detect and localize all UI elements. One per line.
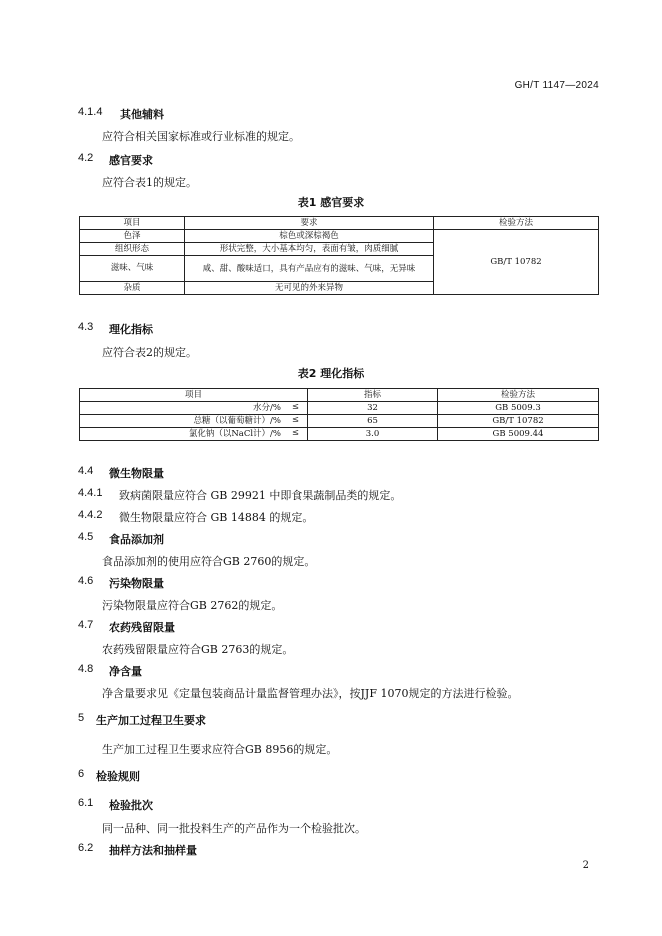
less-equal-sign: ≤ xyxy=(291,428,299,438)
section-number: 6.2 xyxy=(78,842,94,854)
section-title: 生产加工过程卫生要求 xyxy=(96,714,206,727)
section-title: 净含量 xyxy=(109,665,142,678)
less-equal-sign: ≤ xyxy=(291,402,299,412)
table-cell: 形状完整，大小基本均匀，表面有皱，肉质细腻 xyxy=(185,243,434,256)
section-number: 4.8 xyxy=(78,663,94,675)
table-cell: 咸、甜、酸味适口，具有产品应有的滋味、气味，无异味 xyxy=(185,256,434,282)
section-title: 食品添加剂 xyxy=(109,533,164,546)
table-cell: GB/T 10782 xyxy=(434,230,599,295)
section-number: 4.3 xyxy=(78,321,94,333)
table-cell: 32 xyxy=(308,402,438,415)
section-number: 4.1.4 xyxy=(78,106,103,118)
physicochemical-table xyxy=(79,388,599,441)
table-cell xyxy=(80,428,308,441)
section-number: 4.4 xyxy=(78,465,94,477)
table-header-row xyxy=(80,389,599,402)
section-title: 微生物限量 xyxy=(109,467,164,480)
paragraph: 食品添加剂的使用应符合GB 2760的规定。 xyxy=(102,555,316,568)
section-number: 4.4.1 xyxy=(78,487,103,499)
table-row xyxy=(80,415,599,428)
table-header-row xyxy=(80,217,599,230)
paragraph: 农药残留限量应符合GB 2763的规定。 xyxy=(102,643,294,656)
section-number: 5 xyxy=(78,712,85,724)
paragraph: 净含量要求见《定量包装商品计量监督管理办法》，按JJF 1070规定的方法进行检验。 xyxy=(102,687,519,700)
table-cell: 组织形态 xyxy=(80,243,185,256)
table-row xyxy=(80,230,599,243)
paragraph: 污染物限量应符合GB 2762的规定。 xyxy=(102,599,283,612)
section-title: 理化指标 xyxy=(109,323,153,336)
column-header: 要求 xyxy=(185,217,434,230)
paragraph: 应符合相关国家标准或行业标准的规定。 xyxy=(102,130,300,143)
paragraph: 应符合表1的规定。 xyxy=(102,176,197,189)
section-title: 其他辅料 xyxy=(120,108,164,121)
column-header: 指标 xyxy=(308,389,438,402)
table-cell: GB/T 10782 xyxy=(438,415,599,428)
paragraph: 同一品种、同一批投料生产的产品作为一个检验批次。 xyxy=(102,822,366,835)
section-title: 感官要求 xyxy=(109,154,153,167)
paragraph: 应符合表2的规定。 xyxy=(102,346,197,359)
table-cell: GB 5009.3 xyxy=(438,402,599,415)
table-row xyxy=(80,402,599,415)
standard-code: GH/T 1147—2024 xyxy=(514,80,599,91)
table-cell: 65 xyxy=(308,415,438,428)
section-title: 检验规则 xyxy=(96,770,140,783)
table-cell xyxy=(80,402,308,415)
item-label: 水分/% xyxy=(253,402,281,413)
section-number: 4.6 xyxy=(78,575,94,587)
column-header: 检验方法 xyxy=(438,389,599,402)
table-caption: 表2 理化指标 xyxy=(297,367,365,380)
section-title: 污染物限量 xyxy=(109,577,164,590)
section-number: 4.2 xyxy=(78,152,94,164)
paragraph: 微生物限量应符合 GB 14884 的规定。 xyxy=(119,511,314,524)
table-cell: GB 5009.44 xyxy=(438,428,599,441)
column-header: 项目 xyxy=(80,389,308,402)
item-label: 总糖（以葡萄糖计）/% xyxy=(193,415,281,426)
table-caption: 表1 感官要求 xyxy=(297,196,365,209)
section-number: 4.4.2 xyxy=(78,509,103,521)
paragraph: 致病菌限量应符合 GB 29921 中即食果蔬制品类的规定。 xyxy=(119,489,402,502)
table-cell: 杂质 xyxy=(80,282,185,295)
sensory-requirements-table xyxy=(79,216,599,295)
table-cell xyxy=(80,415,308,428)
section-number: 4.5 xyxy=(78,531,94,543)
table-cell: 滋味、气味 xyxy=(80,256,185,282)
section-title: 农药残留限量 xyxy=(109,621,175,634)
table-cell: 无可见的外来异物 xyxy=(185,282,434,295)
less-equal-sign: ≤ xyxy=(291,415,299,425)
section-title: 抽样方法和抽样量 xyxy=(109,844,197,857)
section-number: 6 xyxy=(78,768,85,780)
table-row xyxy=(80,428,599,441)
section-number: 4.7 xyxy=(78,619,94,631)
item-label: 氯化钠（以NaCl计）/% xyxy=(188,428,281,439)
table-cell: 3.0 xyxy=(308,428,438,441)
section-number: 6.1 xyxy=(78,797,94,809)
table-cell: 棕色或深棕褐色 xyxy=(185,230,434,243)
column-header: 项目 xyxy=(80,217,185,230)
table-cell: 色泽 xyxy=(80,230,185,243)
paragraph: 生产加工过程卫生要求应符合GB 8956的规定。 xyxy=(102,743,338,756)
section-title: 检验批次 xyxy=(109,799,153,812)
page-number: 2 xyxy=(582,860,589,871)
column-header: 检验方法 xyxy=(434,217,599,230)
